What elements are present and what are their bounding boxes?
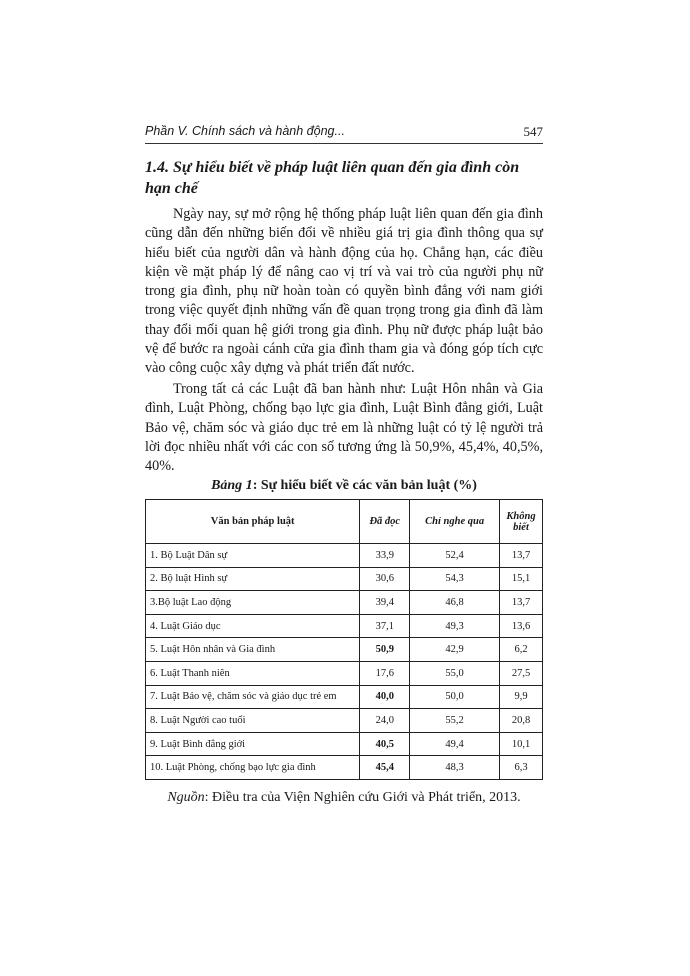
paragraph-2: Trong tất cả các Luật đã ban hành như: Luật Hôn nhân và Gia đình, Luật Phòng, chống bạo lực gia đình, Luật Bình đẳng giới, Luật Bảo vệ, chăm sóc và giáo dục trẻ em là những luật có tỷ lệ người trả lời đọc nhiều nhất với các con số tương ứng là 50,9%, 45,4%, 40,5%, 40%.	[145, 381, 543, 475]
unknown-value-cell: 6,2	[500, 638, 543, 662]
heard-value-cell: 50,0	[410, 685, 500, 709]
table-header-row	[146, 500, 543, 544]
law-awareness-table	[145, 499, 543, 780]
read-value-cell: 24,0	[360, 709, 410, 733]
heading-line-1: 1.4. Sự hiểu biết về pháp luật liên quan đến gia đình còn	[145, 159, 520, 176]
heard-value-cell: 48,3	[410, 756, 500, 780]
source-text: : Điều tra của Viện Nghiên cứu Giới và Phát triển, 2013.	[204, 790, 521, 805]
col-header-read: Đã đọc	[360, 500, 410, 544]
col-header-law: Văn bản pháp luật	[146, 500, 360, 544]
law-name-cell: 4. Luật Giáo dục	[146, 614, 360, 638]
law-name-cell: 8. Luật Người cao tuổi	[146, 709, 360, 733]
col-header-unknown: Không biết	[500, 500, 543, 544]
paragraph-1: Ngày nay, sự mở rộng hệ thống pháp luật liên quan đến gia đình cũng dẫn đến những biến đổi về nhiều giá trị gia đình thông qua sự hiểu biết của người dân và hành động của họ. Chẳng hạn, các điều kiện về mặt pháp lý để nâng cao vị trí và vai trò của người phụ nữ trong gia đình, phụ nữ hoàn toàn có quyền bình đẳng với nam giới trong việc quyết định những vấn đề quan trọng trong gia đình đã làm thay đổi mối quan hệ giới trong gia đình. Phụ nữ được pháp luật bảo vệ để bước ra ngoài cánh cửa gia đình tham gia và đóng góp tích cực vào công cuộc xây dựng và phát triển đất nước.	[145, 206, 543, 377]
read-value-cell: 45,4	[360, 756, 410, 780]
running-header	[145, 124, 543, 138]
col-header-heard: Chỉ nghe qua	[410, 500, 500, 544]
table-row	[146, 614, 543, 638]
table-row	[146, 544, 543, 568]
read-value-cell: 17,6	[360, 661, 410, 685]
table-row	[146, 709, 543, 733]
section-heading	[145, 157, 543, 199]
table-row	[146, 567, 543, 591]
law-name-cell: 1. Bộ Luật Dân sự	[146, 544, 360, 568]
law-name-cell: 3.Bộ luật Lao động	[146, 591, 360, 615]
unknown-value-cell: 9,9	[500, 685, 543, 709]
table-caption-label: Bảng 1	[211, 478, 253, 493]
unknown-value-cell: 27,5	[500, 661, 543, 685]
read-value-cell: 40,0	[360, 685, 410, 709]
heard-value-cell: 46,8	[410, 591, 500, 615]
table-caption-text: : Sự hiểu biết về các văn bản luật (%)	[252, 478, 477, 493]
table-row	[146, 732, 543, 756]
table-row	[146, 685, 543, 709]
table-row	[146, 638, 543, 662]
read-value-cell: 39,4	[360, 591, 410, 615]
read-value-cell: 33,9	[360, 544, 410, 568]
law-name-cell: 2. Bộ luật Hình sự	[146, 567, 360, 591]
heard-value-cell: 52,4	[410, 544, 500, 568]
law-name-cell: 9. Luật Bình đẳng giới	[146, 732, 360, 756]
unknown-value-cell: 13,7	[500, 591, 543, 615]
unknown-value-cell: 13,7	[500, 544, 543, 568]
unknown-value-cell: 10,1	[500, 732, 543, 756]
source-label: Nguồn	[167, 790, 205, 805]
table-row	[146, 661, 543, 685]
law-name-cell: 5. Luật Hôn nhân và Gia đình	[146, 638, 360, 662]
heard-value-cell: 42,9	[410, 638, 500, 662]
unknown-value-cell: 20,8	[500, 709, 543, 733]
heard-value-cell: 55,2	[410, 709, 500, 733]
read-value-cell: 40,5	[360, 732, 410, 756]
read-value-cell: 37,1	[360, 614, 410, 638]
heard-value-cell: 55,0	[410, 661, 500, 685]
table-row	[146, 756, 543, 780]
law-name-cell: 10. Luật Phòng, chống bạo lực gia đình	[146, 756, 360, 780]
page-number: 547	[523, 124, 543, 139]
unknown-value-cell: 6,3	[500, 756, 543, 780]
unknown-value-cell: 15,1	[500, 567, 543, 591]
heard-value-cell: 54,3	[410, 567, 500, 591]
heard-value-cell: 49,3	[410, 614, 500, 638]
header-rule	[145, 143, 543, 144]
heading-line-2: hạn chế	[145, 180, 198, 197]
section-prefix: Phần V	[145, 124, 186, 138]
unknown-value-cell: 13,6	[500, 614, 543, 638]
heard-value-cell: 49,4	[410, 732, 500, 756]
law-name-cell: 6. Luật Thanh niên	[146, 661, 360, 685]
read-value-cell: 50,9	[360, 638, 410, 662]
table-source-note	[145, 790, 543, 806]
table-caption	[145, 478, 543, 494]
read-value-cell: 30,6	[360, 567, 410, 591]
law-name-cell: 7. Luật Bảo vệ, chăm sóc và giáo dục trẻ em	[146, 685, 360, 709]
table-row	[146, 591, 543, 615]
section-title: . Chính sách và hành động...	[185, 124, 345, 138]
